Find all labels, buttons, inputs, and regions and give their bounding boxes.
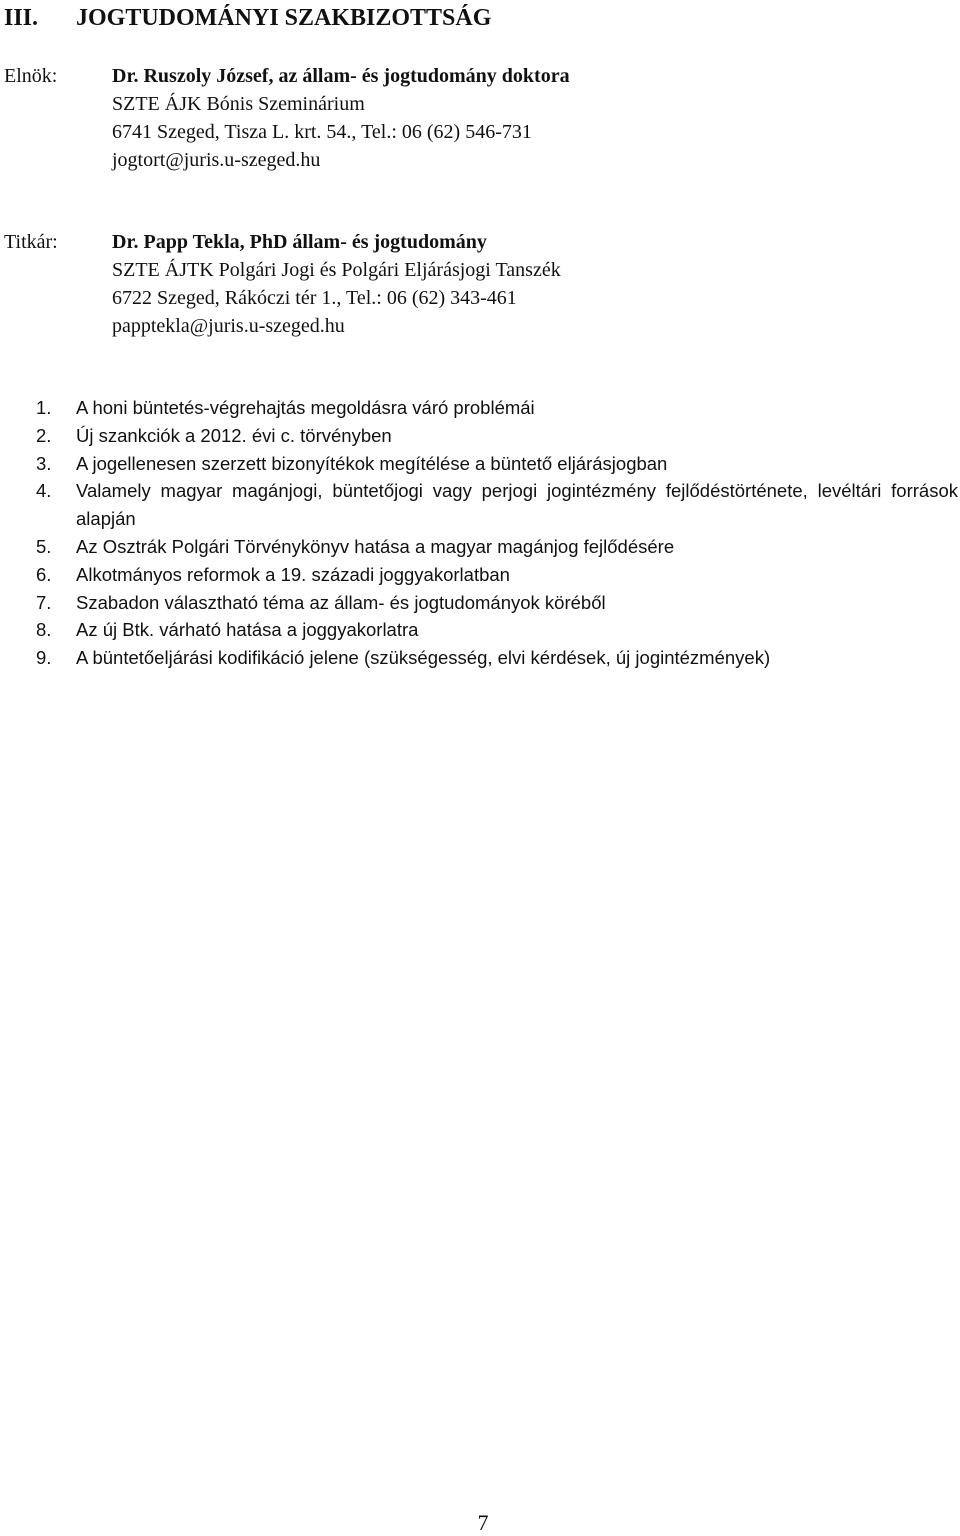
topic-text: A jogellenesen szerzett bizonyítékok megítélése a büntető eljárásjogban (76, 452, 668, 474)
topic-number: 1. (36, 397, 52, 418)
chair-name: Dr. Ruszoly József, az állam- és jogtudomány doktora (112, 65, 570, 87)
secretary-name: Dr. Papp Tekla, PhD állam- és jogtudomány (112, 231, 487, 253)
topic-text: Az új Btk. várható hatása a joggyakorlatra (76, 619, 419, 641)
topic-number: 3. (36, 452, 52, 474)
topic-number: 7. (36, 591, 52, 613)
secretary-email: papptekla@juris.u-szeged.hu (112, 315, 345, 337)
topic-item (36, 450, 958, 478)
topic-item (36, 644, 958, 672)
chair-address: 6741 Szeged, Tisza L. krt. 54., Tel.: 06 (62) 546-731 (112, 121, 532, 143)
topic-item (36, 533, 958, 561)
section-heading (4, 2, 491, 34)
topic-number: 6. (36, 563, 52, 585)
page-number: 7 (477, 1510, 489, 1535)
topic-number: 2. (36, 424, 52, 446)
topic-number: 4. (36, 480, 52, 502)
topic-text: Valamely magyar magánjogi, büntetőjogi vagy perjogi jogintézmény fejlődéstörténete, levéltári források alapján (76, 480, 958, 530)
section-number: III. (4, 5, 39, 31)
secretary-institution: SZTE ÁJTK Polgári Jogi és Polgári Eljárásjogi Tanszék (112, 259, 561, 281)
secretary-role-label: Titkár: (4, 231, 58, 253)
topic-text: Szabadon választható téma az állam- és jogtudományok köréből (76, 591, 606, 613)
chair-email: jogtort@juris.u-szeged.hu (112, 149, 321, 171)
topic-text: A büntetőeljárási kodifikáció jelene (szükségesség, elvi kérdések, új jogintézmények) (76, 647, 771, 669)
chair-role-label: Elnök: (4, 65, 58, 87)
topic-item (36, 477, 958, 533)
topic-item (36, 589, 958, 617)
secretary-details (112, 228, 952, 340)
topic-item (36, 616, 958, 644)
chair-details (112, 62, 952, 174)
topic-number: 5. (36, 535, 52, 557)
topic-number: 9. (36, 647, 52, 669)
topic-text: Alkotmányos reformok a 19. századi joggyakorlatban (76, 563, 510, 585)
topic-item (36, 561, 958, 589)
secretary-address: 6722 Szeged, Rákóczi tér 1., Tel.: 06 (62) 343-461 (112, 287, 517, 309)
topic-number: 8. (36, 619, 52, 641)
section-title: JOGTUDOMÁNYI SZAKBIZOTTSÁG (76, 5, 492, 31)
topic-text: Az Osztrák Polgári Törvénykönyv hatása a magyar magánjog fejlődésére (76, 535, 675, 557)
topic-list (36, 394, 958, 672)
topic-text: Új szankciók a 2012. évi c. törvényben (76, 424, 392, 446)
topic-item (36, 422, 958, 450)
topic-text: A honi büntetés-végrehajtás megoldásra váró problémái (76, 397, 535, 418)
topic-item (36, 394, 958, 422)
chair-institution: SZTE ÁJK Bónis Szeminárium (112, 93, 365, 115)
